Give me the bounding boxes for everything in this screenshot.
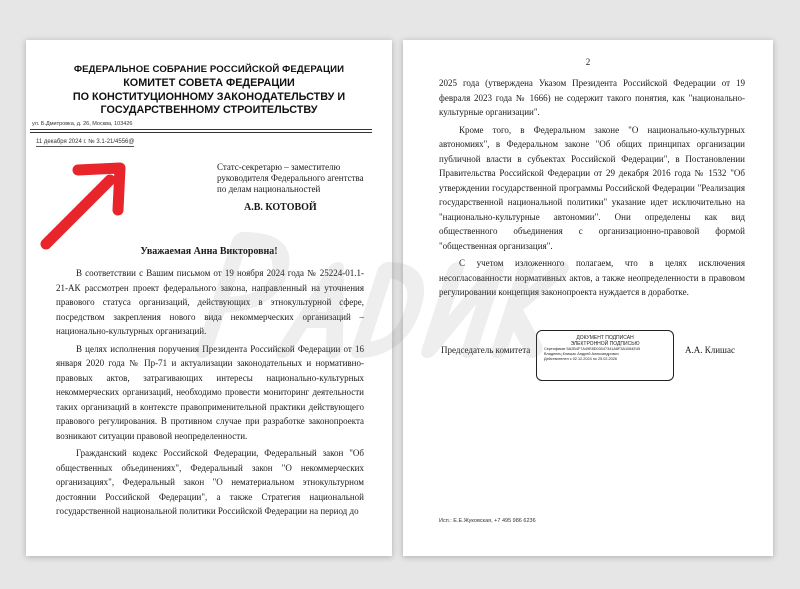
addressee-line: по делам национальностей [217, 184, 321, 194]
addressee-line: руководителя Федерального агентства [217, 173, 364, 183]
paragraph: Кроме того, в Федеральном законе "О национально-культурных автономиях", в Федеральном законе "Об общих принципах организации публичной власти в субъектах Российской Федерации", в Постановлении Правительства Российской Федерации от 29 декабря 2016 года № 1532 "Об утверждении государственной программы Российской Федерации "Реализация государственной национальной политики" указание идет исключительно на "национально-культурные автономии". Они определены как вид общественного объединения с организационно-правовой формой "общественная организация". [439, 124, 745, 251]
parliament-header: ФЕДЕРАЛЬНОЕ СОБРАНИЕ РОССИЙСКОЙ ФЕДЕРАЦИИ [73, 64, 345, 75]
executor-footer: Исп.: Е.Е.Жуковская, +7 495 986 6236 [439, 518, 536, 524]
paragraph: В целях исполнения поручения Президента Российской Федерации от 16 января 2020 года № Пр-71 и актуализации законодательных и нормативно-правовых актов, затрагивающих интересы национально-культурных некоммерческих организаций, необходимо провести мониторинг деятельности таких организаций в контексте правоприменительной практики действующего правового регулирования. В противном случае при разработке законопроекта возникают ситуации правовой неопределенности. [56, 343, 364, 441]
addressee-block [217, 162, 377, 195]
committee-header-line: ПО КОНСТИТУЦИОННОМУ ЗАКОНОДАТЕЛЬСТВУ И [72, 90, 346, 103]
header-divider [30, 129, 372, 130]
header-divider [30, 132, 372, 133]
red-arrow-icon [30, 150, 140, 260]
committee-header-line: ГОСУДАРСТВЕННОМУ СТРОИТЕЛЬСТВУ [100, 104, 318, 116]
stamp-owner: Владелец Клишас Андрей Александрович [544, 352, 619, 356]
stamp-title-line: ДОКУМЕНТ ПОДПИСАН [576, 335, 634, 341]
signer-title: Председатель комитета [441, 345, 531, 355]
page-number: 2 [585, 57, 591, 67]
paragraph: Гражданский кодекс Российской Федерации, Федеральный закон "Об общественных объединениях", Федеральный закон "О некоммерческих организациях", Федеральный закон "О нематериальном этнокультурном достоянии Российской Федерации", а также Стратегия национальной государственной национальной политики Российской Федерации на период до [56, 448, 364, 516]
committee-address: ул. Б.Дмитровка, д. 26, Москва, 103426 [32, 121, 133, 127]
stamp-validity: Действителен с 02.12.2024 по 25.02.2026 [544, 357, 617, 361]
committee-header-line: КОМИТЕТ СОВЕТА ФЕДЕРАЦИИ [123, 77, 295, 89]
paragraph: 2025 года (утверждена Указом Президента Российской Федерации от 19 февраля 2023 года № 1666) не содержит такого понятия, как "национально-культурные организации". [439, 78, 745, 117]
salutation: Уважаемая Анна Викторовна! [140, 246, 278, 257]
paragraph: С учетом изложенного полагаем, что в целях исключения несогласованности нормативных актов, а также неопределенности в правовом регулировании концепция законопроекта нуждается в доработке. [439, 258, 745, 297]
watermark-logo [180, 210, 620, 380]
paragraph: В соответствии с Вашим письмом от 19 ноября 2024 года № 25224-01.1-21-АК рассмотрен проект федерального закона, направленный на уточнения правового статуса организаций, действующих в этнокультурной сфере, посредством закрепления нового вида некоммерческих организаций – национально-культурных организаций. [56, 268, 364, 336]
registration-number: 11 декабря 2024 г. № 3.1-21/4556@ [36, 139, 135, 145]
stamp-certificate: Сертификат 5A2B4F7A49E8D03047341A8F3A1084E45 [544, 347, 641, 351]
addressee-line: Статс-секретарю – заместителю [217, 162, 341, 172]
addressee-name: А.В. КОТОВОЙ [244, 202, 317, 213]
stamp-title-line: ЭЛЕКТРОННОЙ ПОДПИСЬЮ [570, 341, 640, 347]
signer-name: А.А. Клишас [685, 345, 735, 355]
committee-header [26, 77, 392, 118]
